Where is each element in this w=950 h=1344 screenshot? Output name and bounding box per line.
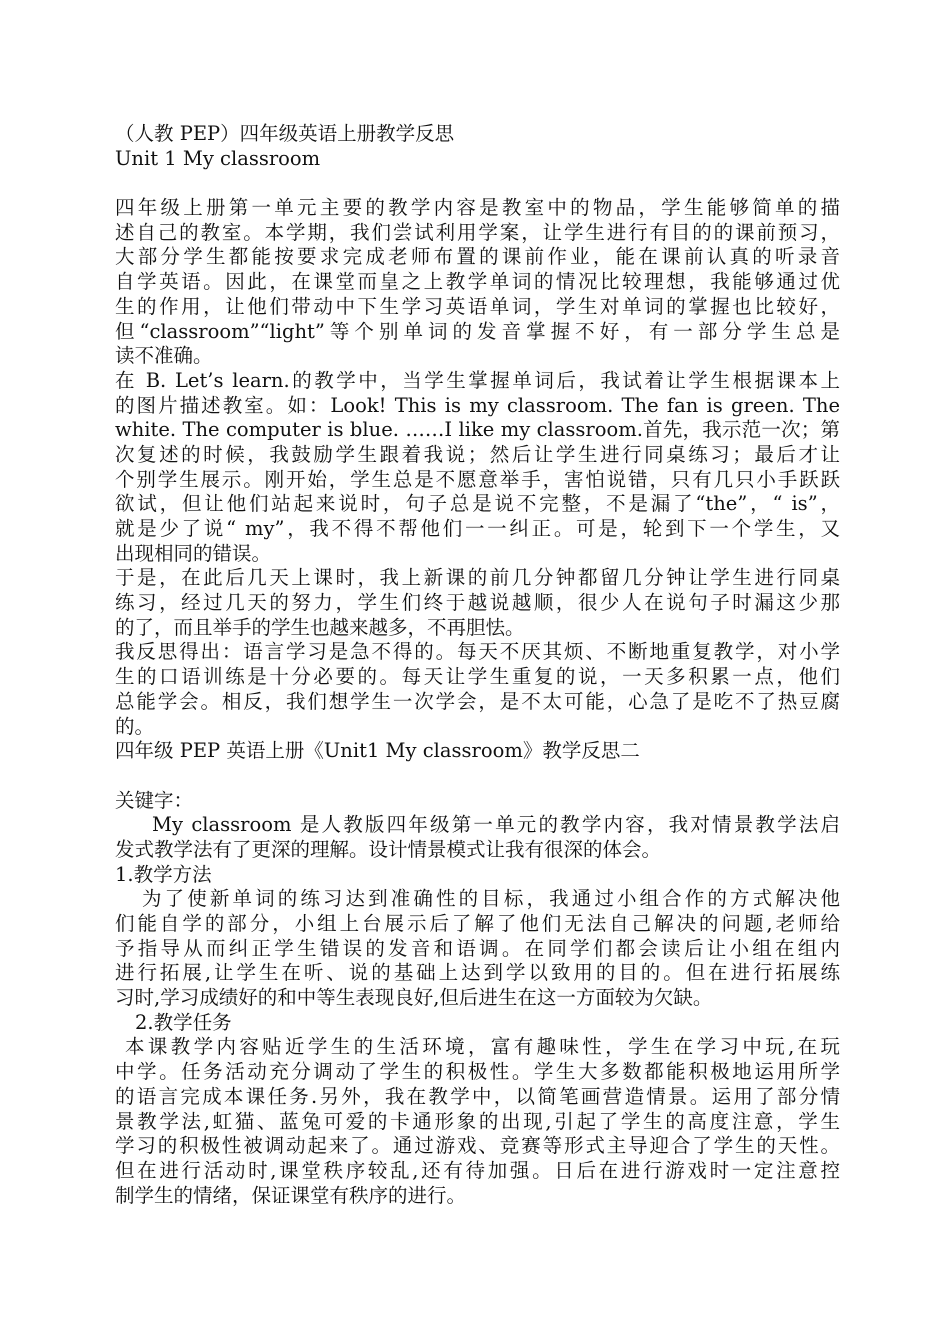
heading-teaching-method: 1.教学方法: [115, 862, 212, 886]
paragraph-line: 生的作用，让他们带动中下生学习英语单词，学生对单词的掌握也比较好，: [115, 294, 840, 318]
heading-teaching-tasks: 2.教学任务: [135, 1010, 232, 1034]
paragraph-1: [115, 196, 840, 369]
blank-line: [115, 171, 840, 196]
paragraph-line: 的。: [115, 714, 155, 738]
paragraph-line: white. The computer is blue. ……I like my classroom.首先，我示范一次；第: [115, 418, 840, 442]
paragraph-line: 四年级上册第一单元主要的教学内容是教室中的物品，学生能够简单的描: [115, 196, 840, 220]
paragraph-line: 发式教学法有了更深的理解。设计情景模式让我有很深的体会。: [115, 837, 662, 861]
paragraph-line: 们能自学的部分，小组上台展示后了解了他们无法自己解决的问题,老师给: [115, 912, 840, 935]
paragraph-line: 生的口语训练是十分必要的。每天让学生重复的说，一天多积累一点，他们: [115, 665, 840, 689]
paragraph-line: 于是，在此后几天上课时，我上新课的前几分钟都留几分钟让学生进行同桌: [115, 566, 840, 590]
paragraph-line: 的了，而且举手的学生也越来越多，不再胆怯。: [115, 615, 525, 639]
paragraph-line: 予指导从而纠正学生错误的发音和语调。在同学们都会读后让小组在组内: [115, 936, 840, 960]
paragraph-7: [115, 1035, 840, 1208]
unit-title: Unit 1 My classroom: [115, 146, 321, 170]
paragraph-line: 在 B. Let’s learn.的教学中，当学生掌握单词后，我试着让学生根据课本上: [115, 368, 840, 392]
paragraph-line: 自学英语。因此，在课堂而皇之上教学单词的情况比较理想，我能够通过优: [115, 270, 840, 294]
paragraph-line: 中学。任务活动充分调动了学生的积极性。学生大多数都能积极地运用所学: [115, 1060, 840, 1084]
paragraph-line: 大部分学生都能按要求完成老师布置的课前作业，能在课前认真的听录音: [115, 245, 840, 269]
paragraph-line: 本课教学内容贴近学生的生活环境，富有趣味性，学生在学习中玩,在玩: [125, 1035, 840, 1059]
paragraph-2: [115, 369, 840, 567]
paragraph-line: 制学生的情绪，保证课堂有秩序的进行。: [115, 1183, 467, 1207]
keywords-label: 关键字：: [115, 788, 194, 812]
paragraph-line: My classroom 是人教版四年级第一单元的教学内容，我对情景教学法启: [152, 813, 840, 837]
document-title: （人教 PEP）四年级英语上册教学反思: [115, 122, 455, 145]
paragraph-line: 练习，经过几天的努力，学生们终于越说越顺，很少人在说句子时漏这少那: [115, 591, 840, 615]
paragraph-line: 总能学会。相反，我们想学生一次学会，是不太可能，心急了是吃不了热豆腐: [115, 689, 840, 713]
paragraph-5: [115, 813, 840, 862]
paragraph-line: 出现相同的错误。: [115, 541, 272, 565]
paragraph-6: [115, 887, 840, 1010]
paragraph-line: 的语言完成本课任务.另外，我在教学中，以简笔画营造情景。运用了部分情: [115, 1084, 840, 1108]
paragraph-line: 次复述的时候，我鼓励学生跟着我说；然后让学生进行同桌练习；最后才让: [115, 442, 840, 466]
paragraph-line: 景教学法,虹猫、蓝兔可爱的卡通形象的出现,引起了学生的高度注意，学生: [115, 1109, 840, 1133]
paragraph-line: 我反思得出：语言学习是急不得的。每天不厌其烦、不断地重复教学，对小学: [115, 640, 840, 664]
blank-line: [115, 764, 840, 789]
paragraph-line: 述自己的教室。本学期，我们尝试利用学案，让学生进行有目的的课前预习，: [115, 220, 840, 244]
paragraph-line: 的图片描述教室。如：Look! This is my classroom. The fan is green. The: [115, 393, 840, 417]
paragraph-line: 学习的积极性被调动起来了。通过游戏、竞赛等形式主导迎合了学生的天性。: [115, 1134, 840, 1158]
paragraph-line: 进行拓展,让学生在听、说的基础上达到学以致用的目的。但在进行拓展练: [115, 961, 840, 985]
paragraph-line: 读不准确。: [115, 344, 213, 368]
paragraph-4: [115, 640, 840, 739]
paragraph-line: 欲试，但让他们站起来说时，句子总是说不完整，不是漏了“the”，“ is”，: [115, 492, 840, 516]
section-2-title: 四年级 PEP 英语上册《Unit1 My classroom》教学反思二: [115, 739, 640, 763]
document-body: [115, 122, 840, 1208]
paragraph-line: 个别学生展示。刚开始，学生总是不愿意举手，害怕说错，只有几只小手跃跃: [115, 467, 840, 491]
paragraph-line: 但在进行活动时,课堂秩序较乱,还有待加强。日后在进行游戏时一定注意控: [115, 1158, 840, 1182]
paragraph-line: 但“classroom”“light”等个别单词的发音掌握不好，有一部分学生总是: [115, 319, 840, 343]
paragraph-3: [115, 566, 840, 640]
paragraph-line: 就是少了说“ my”，我不得不帮他们一一纠正。可是，轮到下一个学生，又: [115, 517, 840, 540]
paragraph-line: 为了使新单词的练习达到准确性的目标，我通过小组合作的方式解决他: [142, 887, 840, 911]
paragraph-line: 习时,学习成绩好的和中等生表现良好,但后进生在这一方面较为欠缺。: [115, 986, 713, 1010]
